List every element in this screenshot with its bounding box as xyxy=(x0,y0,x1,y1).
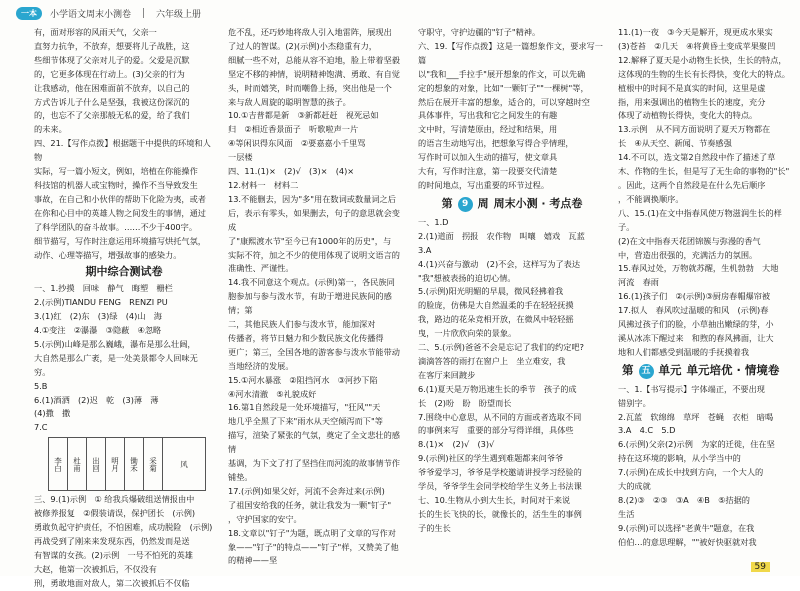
answer-item: 14.我不同意这个观点。(示例)第一，各民族同 xyxy=(228,277,395,288)
answer-item: 8.(2)③ ②③ ③A ④B ⑤拮据的 xyxy=(618,495,750,505)
answer-item: 11.(1)一夜 ③今天是解开，现更成水果实 xyxy=(618,27,773,37)
text-line: 方式告诉儿子什么是坚强，我被这份深沉的 xyxy=(34,96,190,107)
text-line: 坚定不移的神情，说明精神饱满、勇敢、有自觉 xyxy=(228,68,400,79)
answer-item: 12.解释了夏天是小动物生长快，生长的特点， xyxy=(618,54,787,65)
grid-cell: 李白 xyxy=(49,438,68,491)
answer-item: 更广；第三，全国各地的游客参与泼水节能带动 xyxy=(228,346,400,357)
answer-item: 9.(示例)社区的学生遇到难题都来问爷爷 xyxy=(418,453,564,464)
answer-item: "我"想被表扬的迫切心情。 xyxy=(418,272,516,283)
answer-item: 了祖国安给我的任务，就让我发为一颗"钉子" xyxy=(228,499,392,510)
text-line: 具体事件，写出我和它之间发生的有趣 xyxy=(418,110,558,121)
unit-number-badge: 五 xyxy=(639,364,654,379)
answer-item: 基调，为下文了打了坚挡住而河流的故事情节作 xyxy=(228,458,400,469)
answer-item: 。因此，这两个自然段是在什么先后顺序 xyxy=(618,179,766,190)
answer-item: 4.①变注 ②瀑瀑 ③隐蔽 ④忽略 xyxy=(34,325,162,336)
answer-item: 二、5.(示例)爸爸不会是忘记了我们的约定吧? xyxy=(418,342,584,353)
text-line: 的未来。 xyxy=(34,124,67,135)
answer-item: 17.拟人 春风吹过温暖的和风 (示例)春 xyxy=(618,305,769,316)
answer-item: 6.(1)夏天是万物迅速生长的季节 孩子的成 xyxy=(418,383,577,394)
grid-cell: 锄禾 xyxy=(125,438,144,491)
answer-item: 8.(1)× (2)√ (3)√ xyxy=(418,439,495,450)
text-line: 直努力抗争，不放弃，想要将儿子战胜，这 xyxy=(34,40,190,51)
answer-item: 的脸庞，仿佛是大自然温柔的手在轻轻抚摸 xyxy=(418,300,574,311)
answer-item: 一、1.D xyxy=(418,216,449,227)
text-line: 归 ②相近香景面子 听歌啦声一片 xyxy=(228,124,359,135)
answer-item: 错别字。 xyxy=(618,397,651,408)
text-line: 细腻一些不对，总能从容不迫地，脸上带着坚毅 xyxy=(228,54,400,65)
answer-item: 3.(1)红 (2)东 (3)绿 (4)山 海 xyxy=(34,311,162,322)
answer-item: 15.春风过处，万物就苏醒，生机勃勃 大地 xyxy=(618,263,779,274)
grid-cell: 采菊 xyxy=(144,438,163,491)
answer-item: 学员，爷爷学生会同学校给学生义务上书法课 xyxy=(418,481,582,492)
grid-cell: 出回 xyxy=(87,438,106,491)
grid-cell: 明月 xyxy=(106,438,125,491)
answer-item: ，不能调换顺序。 xyxy=(618,193,684,204)
text-line: 头，时而嬉笑，时而嘲鲁上扬，突出他是一个 xyxy=(228,82,392,93)
column-3 xyxy=(418,26,606,562)
title-suffix: 周 xyxy=(477,197,489,211)
answer-item: 我，路边的花朵竞相开放，在微风中轻轻摇 xyxy=(418,314,574,325)
text-line: 细节描写，写作时注意运用环境描写烘托气氛， xyxy=(34,235,206,246)
answer-item: 18.文章以"钉子"为题，既点明了文章的写作对 xyxy=(228,527,396,538)
answer-item: 4.(1)兴奋与激动 (2)不会，这样写为了表达 xyxy=(418,258,581,269)
answer-item: 这体现的生物的生长有长得快，变化大的特点。 xyxy=(618,68,790,79)
answer-item: 铺垫。 xyxy=(228,472,253,482)
text-line: 让我感动，他在困难面前不放弃，以自己的 xyxy=(34,82,190,93)
text-line: 然后在展开丰富的想象，适合的，可以穿越时空 xyxy=(418,96,590,107)
answer-item: 3.A 4.C 5.D xyxy=(618,425,676,436)
answer-item: 地和人们都感受到温暖的手抚摸着我 xyxy=(618,346,750,357)
text-line: 文中时，写清楚原由，经过和结果，用 xyxy=(418,124,558,135)
answer-item: 四、11.(1)× (2)√ (3)× (4)× xyxy=(228,166,355,177)
answer-item: 刑，勇敢地面对敌人，第二次被抓后不仅临 xyxy=(34,577,190,588)
answer-item: 被修养报复 ②假装请误，保护团长 (示例) xyxy=(34,508,196,519)
grade-label: 六年级上册 xyxy=(156,9,202,20)
answer-item: 伯伯…的意思理解，""被好快驱就对我 xyxy=(618,536,757,547)
answer-item: ，守护国家的安宁。 xyxy=(228,513,302,524)
answer-item: ④河水清澈 ⑤礼貌成好 xyxy=(228,388,317,399)
brand-badge: 一本 xyxy=(16,7,42,20)
unit-test-title xyxy=(618,364,790,379)
text-line: 的时间地点，写出重要的环节过程。 xyxy=(418,179,550,190)
answer-item: 2.瓦蓝 软绵绵 草坪 苍蝇 衣柜 暗喝 xyxy=(618,411,774,422)
column-1 xyxy=(34,26,214,588)
answer-item: 15.①河水暴涨 ②阻挡河水 ③河抄下陷 xyxy=(228,374,378,385)
title-prefix: 第 xyxy=(441,197,453,211)
text-line: 四、21.【写作点拨】根据题干中提供的环境和人物 xyxy=(34,138,211,163)
text-line: 有，面对形容的风雨天气，父亲一 xyxy=(34,27,157,37)
poem-grid xyxy=(48,437,206,491)
page-header xyxy=(16,5,201,21)
answer-item: 三、9.(1)示例 ① 给我兵爆破组送情报由中 xyxy=(34,494,195,505)
answer-item: 八、15.(1)在文中指春风使万物滋润生长的样子。 xyxy=(618,207,782,232)
answer-item: 在客厅来回踱步 xyxy=(418,369,476,380)
answer-item: (3)苍苔 ②几天 ④将黄昏土变成苹果聚凹 xyxy=(618,40,776,51)
unit-prefix: 第 xyxy=(622,363,634,378)
grid-cell: 杜甫 xyxy=(68,438,87,491)
answer-item: 风拂过孩子们的脸，小草抽出嫩绿的芽，小 xyxy=(618,319,774,330)
text-line: 危不乱，还巧妙地将敌人引入地雷阵，展现出 xyxy=(228,27,392,37)
answer-item: 描写，渲染了紧张的气氛，奠定了全文悲壮的感情 xyxy=(228,430,400,455)
answer-item: 17.(示例)如果父好，河流不会奔过来(示例) xyxy=(228,485,385,496)
answer-item: 12.材料一 材料二 xyxy=(228,179,299,190)
answer-item: 16.(1)孩子们 ②(示例)③厨房春帽爆帘被 xyxy=(618,291,771,302)
answer-item: 了"康熙渡水节"至今已有1000年的历史"，与 xyxy=(228,235,392,246)
answer-item: 16.第1自然段是一处环境描写，"狂风""天 xyxy=(228,402,381,413)
answer-item: 指，用来强调出的植物生长的速度，充分 xyxy=(618,96,766,107)
text-line: 实际，写一篇小短文，例如，培植在你能操作 xyxy=(34,166,198,177)
answer-item: 7.(示例)在成长中找到方向，一个大人的 xyxy=(618,467,764,478)
text-line: 的语言生动地写出，把想象写得合乎情理， xyxy=(418,138,574,149)
text-line: 的，它更多体现在行动上。(3)父亲的行为 xyxy=(34,68,185,79)
answer-item: 持在这环境的影响，从小学当中的 xyxy=(618,453,741,464)
answer-item: 体现了动植物长得快，变化大的特点。 xyxy=(618,110,758,121)
answer-item: 生活 xyxy=(618,508,635,519)
series-title: 小学语文周末小测卷 xyxy=(50,9,132,20)
answer-item: 5.B xyxy=(34,380,48,391)
grid-cell: 风 xyxy=(163,438,206,491)
answer-item: 爷爷爱学习，爷爷是学校邀请讲授学习经验的 xyxy=(418,467,582,478)
text-line: 了过人的智谋。(2)(示例)小杰稳重有力， xyxy=(228,40,377,51)
answer-item: 5.(示例)阳光明媚的早晨，微风轻拂着我 xyxy=(418,286,564,297)
answer-item: 3.A xyxy=(418,244,432,255)
unit-label: 单元 xyxy=(658,363,682,378)
text-line: 一层楼 xyxy=(228,152,253,163)
answer-item: 13.示例 从不同方面说明了夏天万物都在 xyxy=(618,124,771,135)
answer-item: 象——"钉子"的特点——"钉子"样，又赞美了他的精神——坚 xyxy=(228,541,399,566)
answer-item: 13.不能删去，因为"多"用在数词或数量词之后 xyxy=(228,193,396,204)
answer-item: 9.(示例)可以选择"老黄牛"题意，在我 xyxy=(618,522,755,533)
answer-item: 6.(1)酒洒 (2)迟 乾 (3)薄 薄 xyxy=(34,394,159,405)
answer-item: 大自然是那么广袤，是一处美景都令人回味无穷。 xyxy=(34,352,198,377)
answer-item: 大赵，他第一次被抓后，不仅没有 xyxy=(34,563,157,574)
answer-item: 长的生长飞快的长，就像长的，活生生的事例 xyxy=(418,508,582,519)
text-line: 些细节体现了父亲对儿子的爱。父爱是沉默 xyxy=(34,54,190,65)
answer-item: 7.围绕中心意思，从不同的方面或者选取不同 xyxy=(418,411,582,422)
text-line: 定的想象的对象，比如"一颗钉子""一棵树"等， xyxy=(418,82,589,93)
answer-item: 的事例来写 重要的部分写得详细，具体些 xyxy=(418,425,574,436)
answer-item: 溪从冰冻下醒过来 和煦的春风拂面，让大 xyxy=(618,332,774,343)
answer-item: 传播者，将节日魅力和少数民族文化传播得 xyxy=(228,332,384,343)
answer-item: 子的生长 xyxy=(418,522,451,533)
text-line: 大有，写作时注意，第一段要交代清楚 xyxy=(418,166,558,177)
answer-item: 河流 春雨 xyxy=(618,277,659,288)
answer-item: 14.不可以，选文第2自然段中作了描述了草 xyxy=(618,152,776,163)
answer-item: 木、作物的生长，但是写了无生命的事物的"长" xyxy=(618,166,790,177)
column-4 xyxy=(618,26,790,562)
text-line: 的，也忘不了父亲那般无私的爱，给了我们 xyxy=(34,110,190,121)
answer-item: (4)撒 撒 xyxy=(34,408,71,419)
answer-item: 2.(1)道面 拐报 农作物 叫嚷 嬉戏 瓦蓝 xyxy=(418,230,585,241)
text-line: 了科学团队的奋斗故事。……不少于400字。 xyxy=(34,221,198,232)
text-line: 科技馆的机器人或宝物时，操作不当导致发生 xyxy=(34,179,198,190)
answer-item: 实际不符，加之不少的使用体现了说明文语言的 xyxy=(228,249,400,260)
text-line: 来与敌人周旋的聪明智慧的孩子。 xyxy=(228,96,351,107)
answer-item: 滴滴答答的雨打在窗户上 坐立难安，我 xyxy=(418,355,566,366)
answer-item: 长 ④从天空、新闻、节奏感强 xyxy=(618,138,732,149)
text-line: 六、19.【写作点拨】这是一篇想象作文，要求写一篇 xyxy=(418,40,603,65)
section-title: 周末小测 · 考点卷 xyxy=(493,197,583,211)
text-line: 以"我和___手拉手"展开想象的作文，可以先确 xyxy=(418,68,586,79)
section-title: 单元培优 · 情境卷 xyxy=(686,363,780,378)
text-line: 写作时可以加入生动的描写，使文章具 xyxy=(418,152,558,163)
text-line: 动作、心理等描写，增强故事的感染力。 xyxy=(34,249,182,260)
week-number-badge: 9 xyxy=(458,197,473,212)
text-line: 守职守，守护边疆的"钉子"精神。 xyxy=(418,27,541,37)
answer-item: 一、1.【书写提示】字体端正，不要出现 xyxy=(618,383,765,394)
answer-item: 有智谋的女孩。(2)示例 一号不怕死的英雄 xyxy=(34,549,193,560)
answer-item: 中，营造出很强的，充满活力的氛围。 xyxy=(618,249,758,260)
answer-item: 2.(示例)TIANDU FENG RENZI PU xyxy=(34,297,168,308)
answer-item: 勇敢负起守护责任，不怕困难，成功脱险 (示例) xyxy=(34,522,213,533)
text-line: ④等闲识得东风面 ②要嘉嘉小千里骂 xyxy=(228,138,366,149)
page-number: 59 xyxy=(751,562,770,572)
column-2 xyxy=(228,26,406,566)
answer-item: 准确性、严谨性。 xyxy=(228,263,294,274)
answer-item: 7.C xyxy=(34,422,48,433)
answer-item: 5.(示例)山峰是那么巍峨，瀑布是那么壮阔， xyxy=(34,338,196,349)
answer-item: 地几乎全黑了下来"雨水从天空倾泻而下"等 xyxy=(228,416,383,427)
answer-item: 后，表示有零头，如果删去，句子的意思就会变成 xyxy=(228,207,400,232)
answer-item: 曳，一片欣欣向荣的景象。 xyxy=(418,328,517,339)
answer-item: 植根中的时间不是真实的时间，这里是虚 xyxy=(618,82,766,93)
answer-item: 大的成就 xyxy=(618,481,651,492)
answer-item: 当地经济的发展。 xyxy=(228,360,294,371)
answer-item: 七、10.生物从小到大生长，时间对于来说 xyxy=(418,495,571,505)
answer-item: 长 (2)吩 盼 盼望而长 xyxy=(418,397,512,408)
answer-item: (2)在文中指春天花团锦簇与弥漫的香气 xyxy=(618,235,761,246)
header-divider xyxy=(143,8,144,18)
text-line: 事故，在自己和小伙伴的帮助下化险为夷，或者 xyxy=(34,193,206,204)
text-line: 在你和心目中的英雄人物之间发生的事情，通过 xyxy=(34,207,206,218)
answer-item: 一、1.抄摸 回味 静气 晦塑 栅栏 xyxy=(34,283,173,294)
answer-item: 胞参加与参与泼水节，有助于增进民族间的感情；第 xyxy=(228,291,392,316)
weekly-test-title xyxy=(418,197,606,212)
answer-item: 6.(示例)父亲(2)示例 为家的迁徙，住在坚 xyxy=(618,439,775,450)
answer-item: 再战受到了刚来来发现东西，仍然发而是送 xyxy=(34,536,190,546)
text-line: 10.①吉普都是新 ③新都赶赶 视死忌如 xyxy=(228,110,379,121)
section-title: 期中综合测试卷 xyxy=(85,265,163,279)
answer-item: 二，其他民族人们参与泼水节，能加深对 xyxy=(228,319,376,330)
